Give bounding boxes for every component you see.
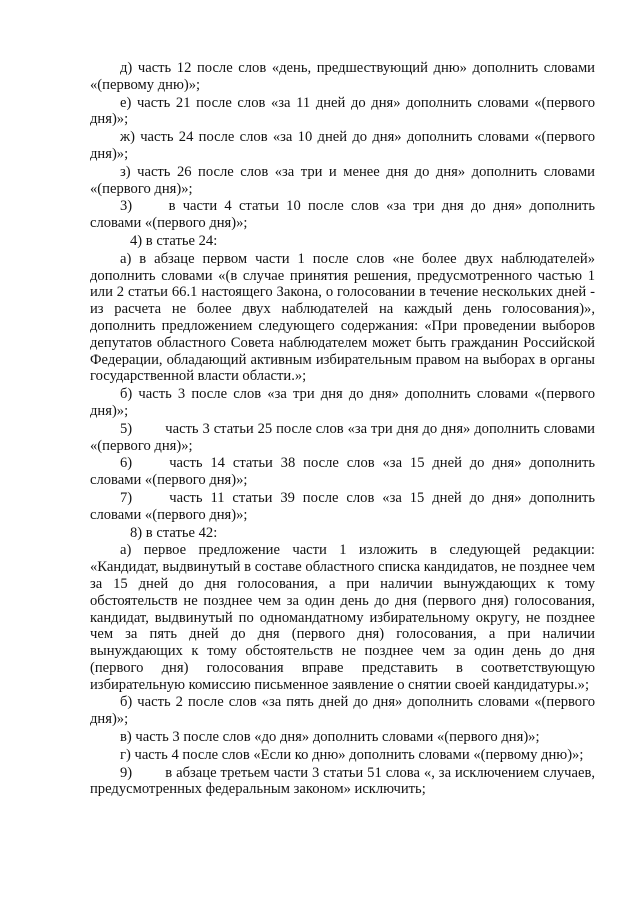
item-5: 5) часть 3 статьи 25 после слов «за три дня до дня» дополнить словами «(первого дня)»; — [90, 420, 595, 454]
item-4-b: б) часть 3 после слов «за три дня до дня» дополнить словами «(первого дня)»; — [90, 386, 595, 419]
item-4-a: а) в абзаце первом части 1 после слов «не более двух наблюдателей» дополнить словами «(в случае принятия решения, предусмотренного частью 1 или 2 статьи 66.1 настоящего Закона, о голосовании в течение нескольких дней - из расчета не более двух наблюдателей на каждый день голосования)», дополнить предложением следующего содержания: «При проведении выборов депутатов областного Совета наблюдателем может быть гражданин Российской Федерации, обладающий активным избирательным правом на выборах в органы государственной власти области.»; — [90, 250, 595, 385]
item-6: 6) часть 14 статьи 38 после слов «за 15 дней до дня» дополнить словами «(первого дня)»; — [90, 455, 595, 489]
paragraph-z: з) часть 26 после слов «за три и менее дня до дня» дополнить словами «(первого дня)»; — [90, 163, 595, 197]
item-9: 9) в абзаце третьем части 3 статьи 51 слова «, за исключением случаев, предусмотренных федеральным законом» исключить; — [90, 764, 595, 798]
item-8-a: а) первое предложение части 1 изложить в следующей редакции: «Кандидат, выдвинутый в составе областного списка кандидатов, не позднее чем за 15 дней до дня голосования, а при наличии вынуждающих к тому обстоятельств не позднее чем за один день до дня (первого дня) голосования, кандидат, выдвинутый по одномандатному избирательному округу, не позднее чем за пять дней до дня (первого дня) голосования, а при наличии вынуждающих к тому обстоятельств не позднее чем за один день до дня (первого дня) голосования вправе представить в соответствующую избирательную комиссию письменное заявление о снятии своей кандидатуры.»; — [90, 542, 595, 693]
item-8-g: г) часть 4 после слов «Если ко дню» дополнить словами «(первому дню)»; — [120, 746, 584, 763]
paragraph-d: д) часть 12 после слов «день, предшествующий дню» дополнить словами «(первому дню)»; — [90, 60, 595, 93]
item-8-v: в) часть 3 после слов «до дня» дополнить словами «(первого дня)»; — [120, 729, 540, 746]
paragraph-zh: ж) часть 24 после слов «за 10 дней до дня» дополнить словами «(первого дня)»; — [90, 129, 595, 162]
paragraph-e: е) часть 21 после слов «за 11 дней до дня» дополнить словами «(первого дня)»; — [90, 94, 595, 128]
item-8-b: б) часть 2 после слов «за пять дней до дня» дополнить словами «(первого дня)»; — [90, 694, 595, 728]
item-4-heading: 4) в статье 24: — [130, 232, 218, 249]
item-8-heading: 8) в статье 42: — [130, 524, 218, 541]
item-3: 3) в части 4 статьи 10 после слов «за три дня до дня» дополнить словами «(первого дня)»; — [90, 198, 595, 232]
item-7: 7) часть 11 статьи 39 после слов «за 15 дней до дня» дополнить словами «(первого дня)»; — [90, 489, 595, 523]
document-page — [90, 60, 595, 799]
